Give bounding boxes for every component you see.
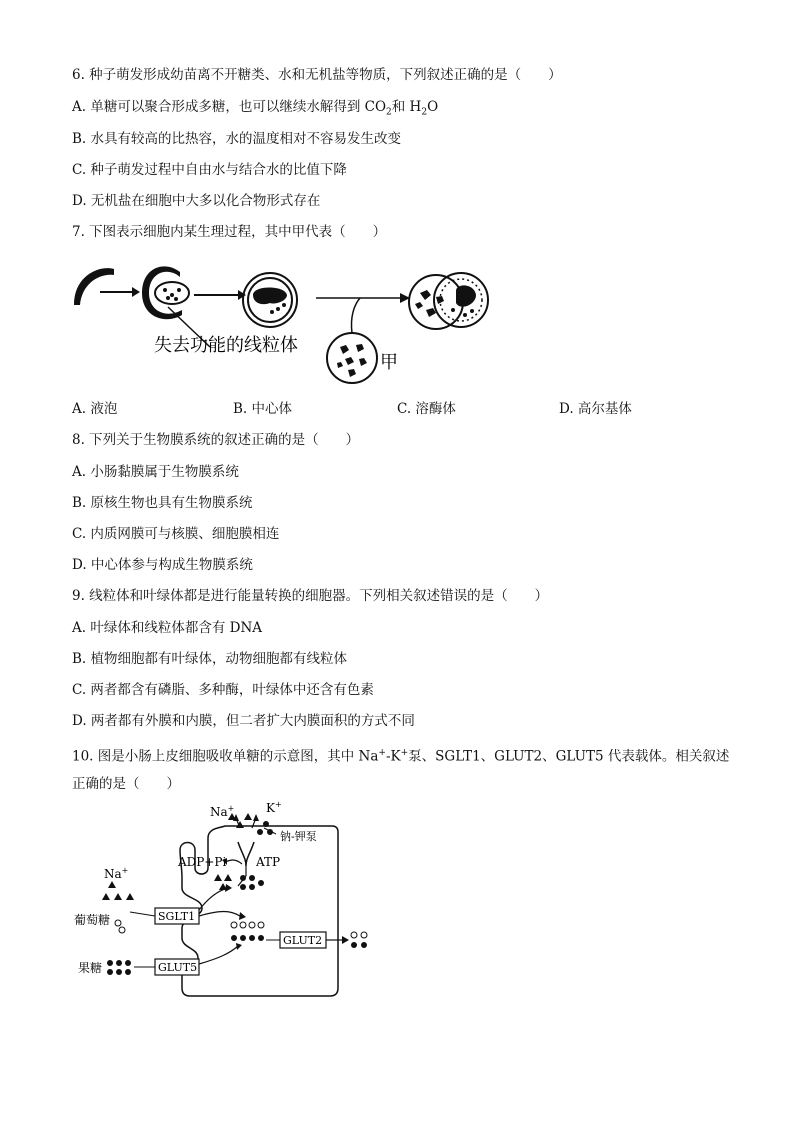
q9-option-d: D. 两者都有外膜和内膜，但二者扩大内膜面积的方式不同	[72, 713, 415, 729]
q7-option-a: A. 液泡	[72, 401, 118, 417]
q6-stem: 6. 种子萌发形成幼苗离不开糖类、水和无机盐等物质，下列叙述正确的是（ ）	[72, 67, 562, 83]
enclosed-mitochondrion	[253, 288, 287, 305]
q6-a-text2: 和 H	[391, 99, 422, 115]
q8-option-b: B. 原核生物也具有生物膜系统	[72, 495, 253, 511]
crescent-membrane	[74, 268, 114, 305]
arrow-1-head	[132, 287, 140, 297]
label-pump: 钠-钾泵	[280, 830, 317, 843]
label-fructose: 果糖	[78, 961, 103, 975]
q8-option-a: A. 小肠黏膜属于生物膜系统	[72, 464, 239, 480]
q9-stem: 9. 线粒体和叶绿体都是进行能量转换的细胞器。下列相关叙述错误的是（ ）	[72, 588, 549, 604]
q10-stem-text2: -K	[385, 748, 401, 765]
label-na-top: Na+	[210, 804, 235, 819]
q7-option-d: D. 高尔基体	[559, 401, 632, 417]
label-k-top: K+	[266, 800, 282, 815]
q7-option-c: C. 溶酶体	[397, 401, 456, 417]
q7-figure	[70, 255, 500, 390]
q10-stem-text3: 泵、SGLT1、GLUT2、GLUT5 代表载体。相关叙述	[408, 748, 730, 765]
q6-a-text1: A. 单糖可以聚合形成多糖，也可以继续水解得到 CO	[72, 99, 387, 115]
jia-connector	[351, 298, 360, 333]
label-glut2: GLUT2	[283, 934, 323, 947]
fig-label-mitochondrion: 失去功能的线粒体	[154, 335, 298, 356]
q10-stem-sup2: +	[400, 748, 409, 758]
q8-option-c: C. 内质网膜可与核膜、细胞膜相连	[72, 526, 280, 542]
q8-option-d: D. 中心体参与构成生物膜系统	[72, 557, 253, 573]
q6-a-sub1: 2	[386, 107, 392, 118]
q6-option-a	[72, 97, 438, 123]
q6-option-b: B. 水具有较高的比热容，水的温度相对不容易发生改变	[72, 131, 402, 147]
fig-label-jia: 甲	[380, 352, 398, 373]
q6-option-d: D. 无机盐在细胞中大多以化合物形式存在	[72, 193, 321, 209]
q10-figure	[70, 798, 400, 1008]
q10-stem-sup1: +	[378, 748, 386, 758]
q10-stem	[72, 743, 729, 767]
q6-a-sub2: 2	[421, 107, 428, 118]
cell-outline	[180, 826, 338, 996]
label-na-left: Na+	[104, 866, 129, 881]
q9-option-c: C. 两者都含有磷脂、多种酶，叶绿体中还含有色素	[72, 682, 374, 698]
label-glut5: GLUT5	[158, 961, 198, 974]
digested-mitochondrion	[456, 285, 476, 306]
wrapping-membrane	[142, 266, 182, 319]
q6-option-c: C. 种子萌发过程中自由水与结合水的比值下降	[72, 162, 347, 178]
q7-stem: 7. 下图表示细胞内某生理过程，其中甲代表（ ）	[72, 224, 387, 240]
label-atp: ATP	[256, 855, 281, 869]
q6-a-text3: O	[427, 99, 439, 115]
q9-option-a: A. 叶绿体和线粒体都含有 DNA	[72, 620, 263, 636]
q10-stem-line2: 正确的是（ ）	[72, 776, 180, 792]
q9-option-b: B. 植物细胞都有叶绿体，动物细胞都有线粒体	[72, 651, 348, 667]
q8-stem: 8. 下列关于生物膜系统的叙述正确的是（ ）	[72, 432, 360, 448]
label-sglt1: SGLT1	[158, 910, 196, 923]
q10-stem-text1: 10. 图是小肠上皮细胞吸收单糖的示意图，其中 Na	[72, 748, 379, 765]
label-adp: ADP+Pi	[178, 855, 227, 869]
fusion-left	[409, 275, 463, 329]
label-glucose: 葡萄糖	[74, 913, 111, 927]
q7-option-b: B. 中心体	[233, 401, 293, 417]
